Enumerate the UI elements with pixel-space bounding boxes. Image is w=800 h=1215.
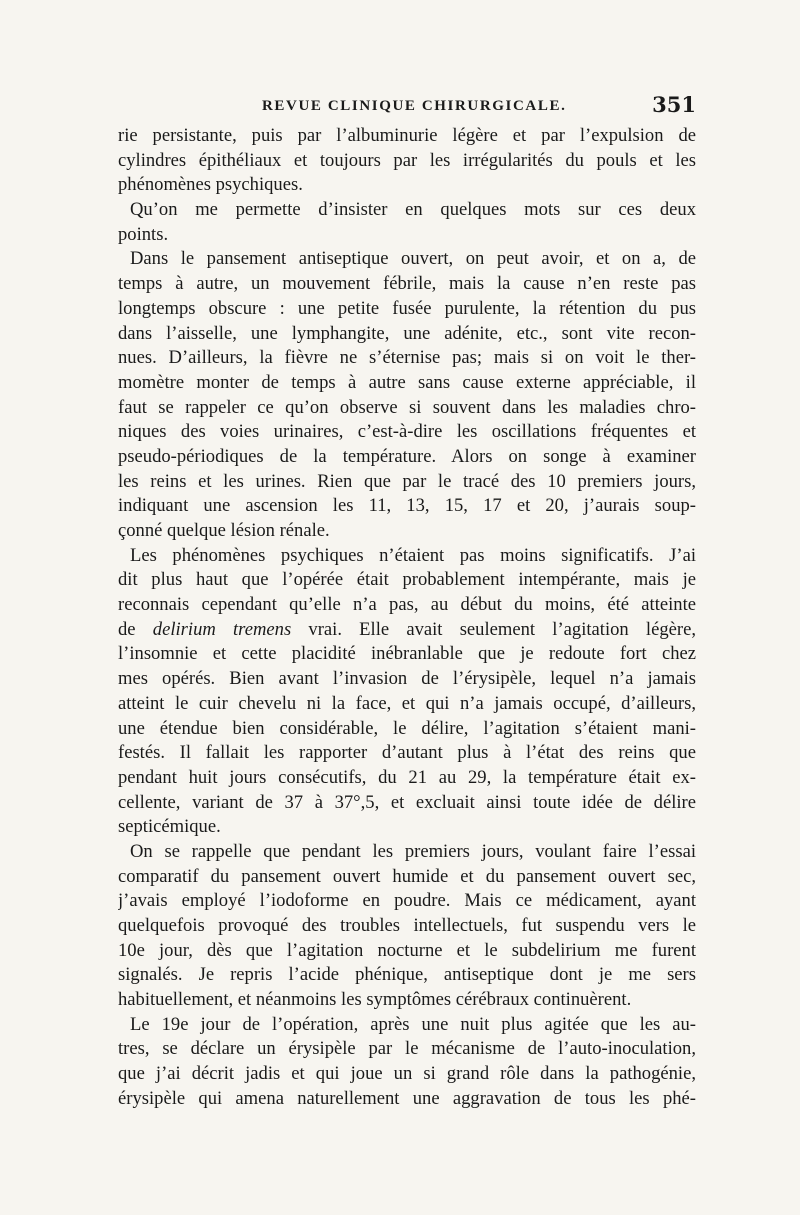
text-line xyxy=(118,519,696,544)
text-line-content: nues. D’ailleurs, la fièvre ne s’éternise pas; mais si on voit le ther- xyxy=(118,347,696,369)
text-line-content: les reins et les urines. Rien que par le tracé des 10 premiers jours, xyxy=(118,470,696,492)
text-line-content: comparatif du pansement ouvert humide et du pansement ouvert sec, xyxy=(118,865,696,887)
text-line xyxy=(118,272,696,297)
text-line xyxy=(118,963,696,988)
text-line-content: longtemps obscure : une petite fusée purulente, la rétention du pus xyxy=(118,297,696,319)
body-text xyxy=(118,124,696,1112)
text-line xyxy=(118,371,696,396)
page-number: 351 xyxy=(652,92,696,117)
text-line xyxy=(118,889,696,914)
text-line xyxy=(118,1037,696,1062)
text-line-content: érysipèle qui amena naturellement une aggravation de tous les phé- xyxy=(118,1087,696,1109)
text-line-content: tres, se déclare un érysipèle par le mécanisme de l’auto-inoculation, xyxy=(118,1038,696,1060)
text-line-content: habituellement, et néanmoins les symptômes cérébraux continuèrent. xyxy=(118,989,632,1011)
text-line xyxy=(118,1087,696,1112)
text-line-content: que j’ai décrit jadis et qui joue un si grand rôle dans la pathogénie, xyxy=(118,1063,696,1085)
text-line-content: dans l’aisselle, une lymphangite, une adénite, etc., sont vite recon- xyxy=(118,322,696,344)
text-line-content: cellente, variant de 37 à 37°,5, et excluait ainsi toute idée de délire xyxy=(118,791,696,813)
text-line xyxy=(118,544,696,569)
text-line xyxy=(118,346,696,371)
text-line xyxy=(118,766,696,791)
text-line-content: indiquant une ascension les 11, 13, 15, 17 et 20, j’aurais soup- xyxy=(118,495,696,517)
text-line-content: momètre monter de temps à autre sans cause externe appréciable, il xyxy=(118,371,696,393)
text-line-content: 10e jour, dès que l’agitation nocturne et le subdelirium me furent xyxy=(118,939,696,961)
text-line-content: reconnais cependant qu’elle n’a pas, au début du moins, été atteinte xyxy=(118,594,696,616)
text-line xyxy=(118,494,696,519)
text-line-content: festés. Il fallait les rapporter d’autant plus à l’état des reins que xyxy=(118,742,696,764)
text-line-content: temps à autre, un mouvement fébrile, mais la cause n’en reste pas xyxy=(118,273,696,295)
text-line-content: Dans le pansement antiseptique ouvert, on peut avoir, et on a, de xyxy=(130,248,696,270)
text-line-content: signalés. Je repris l’acide phénique, antiseptique dont je me sers xyxy=(118,964,696,986)
text-line-content: Les phénomènes psychiques n’étaient pas moins significatifs. J’ai xyxy=(130,544,696,566)
text-line-content: phénomènes psychiques. xyxy=(118,174,303,196)
text-line-content: cylindres épithéliaux et toujours par les irrégularités du pouls et les xyxy=(118,149,696,171)
text-line-content: faut se rappeler ce qu’on observe si souvent dans les maladies chro- xyxy=(118,396,696,418)
text-line xyxy=(118,173,696,198)
text-line-content: pseudo-périodiques de la température. Alors on songe à examiner xyxy=(118,445,696,467)
text-line xyxy=(118,815,696,840)
text-line xyxy=(118,198,696,223)
text-line-content: pendant huit jours consécutifs, du 21 au 29, la température était ex- xyxy=(118,766,696,788)
running-title: REVUE CLINIQUE CHIRURGICALE. xyxy=(262,98,567,114)
text-line-content: Le 19e jour de l’opération, après une nuit plus agitée que les au- xyxy=(130,1013,696,1035)
text-line xyxy=(118,470,696,495)
text-line xyxy=(118,1062,696,1087)
text-line xyxy=(118,791,696,816)
text-line-content: rie persistante, puis par l’albuminurie légère et par l’expulsion de xyxy=(118,125,696,146)
text-line-content: septicémique. xyxy=(118,816,221,838)
text-line xyxy=(118,618,696,643)
text-line xyxy=(118,939,696,964)
text-line-content: points. xyxy=(118,223,169,245)
text-line xyxy=(118,223,696,248)
text-line-content: On se rappelle que pendant les premiers jours, voulant faire l’essai xyxy=(130,840,696,862)
text-line xyxy=(118,692,696,717)
text-line-content: dit plus haut que l’opérée était probablement intempérante, mais je xyxy=(118,569,696,591)
text-line xyxy=(118,914,696,939)
text-line-content: j’avais employé l’iodoforme en poudre. Mais ce médicament, ayant xyxy=(118,890,696,912)
text-line xyxy=(118,396,696,421)
text-line xyxy=(118,741,696,766)
italic-term: delirium tremens xyxy=(152,618,292,640)
text-line xyxy=(118,840,696,865)
text-line xyxy=(118,717,696,742)
text-line xyxy=(118,593,696,618)
text-line xyxy=(118,297,696,322)
text-line xyxy=(118,149,696,174)
text-line-content: Qu’on me permette d’insister en quelques mots sur ces deux xyxy=(130,199,696,221)
text-line-content: niques des voies urinaires, c’est-à-dire les oscillations fréquentes et xyxy=(118,421,696,443)
text-line xyxy=(118,865,696,890)
text-line xyxy=(118,420,696,445)
text-line xyxy=(118,642,696,667)
text-line xyxy=(118,568,696,593)
text-line-continuation: vrai. Elle avait seulement l’agitation légère, xyxy=(291,618,696,640)
text-line-content: l’insomnie et cette placidité inébranlable que je redoute fort chez xyxy=(118,643,696,665)
text-line-content: çonné quelque lésion rénale. xyxy=(118,520,330,541)
text-line xyxy=(118,322,696,347)
running-head xyxy=(118,92,696,122)
text-line xyxy=(118,445,696,470)
text-line-content: mes opérés. Bien avant l’invasion de l’érysipèle, lequel n’a jamais xyxy=(118,668,696,690)
text-line-content: de xyxy=(118,618,153,640)
text-line xyxy=(118,247,696,272)
text-line-content: une étendue bien considérable, le délire, l’agitation s’étaient mani- xyxy=(118,717,696,739)
text-line-content: atteint le cuir chevelu ni la face, et qui n’a jamais occupé, d’ailleurs, xyxy=(118,692,696,714)
text-line xyxy=(118,124,696,149)
text-line xyxy=(118,988,696,1013)
text-line-content: quelquefois provoqué des troubles intellectuels, fut suspendu vers le xyxy=(118,915,696,936)
text-line xyxy=(118,667,696,692)
text-line xyxy=(118,1013,696,1038)
